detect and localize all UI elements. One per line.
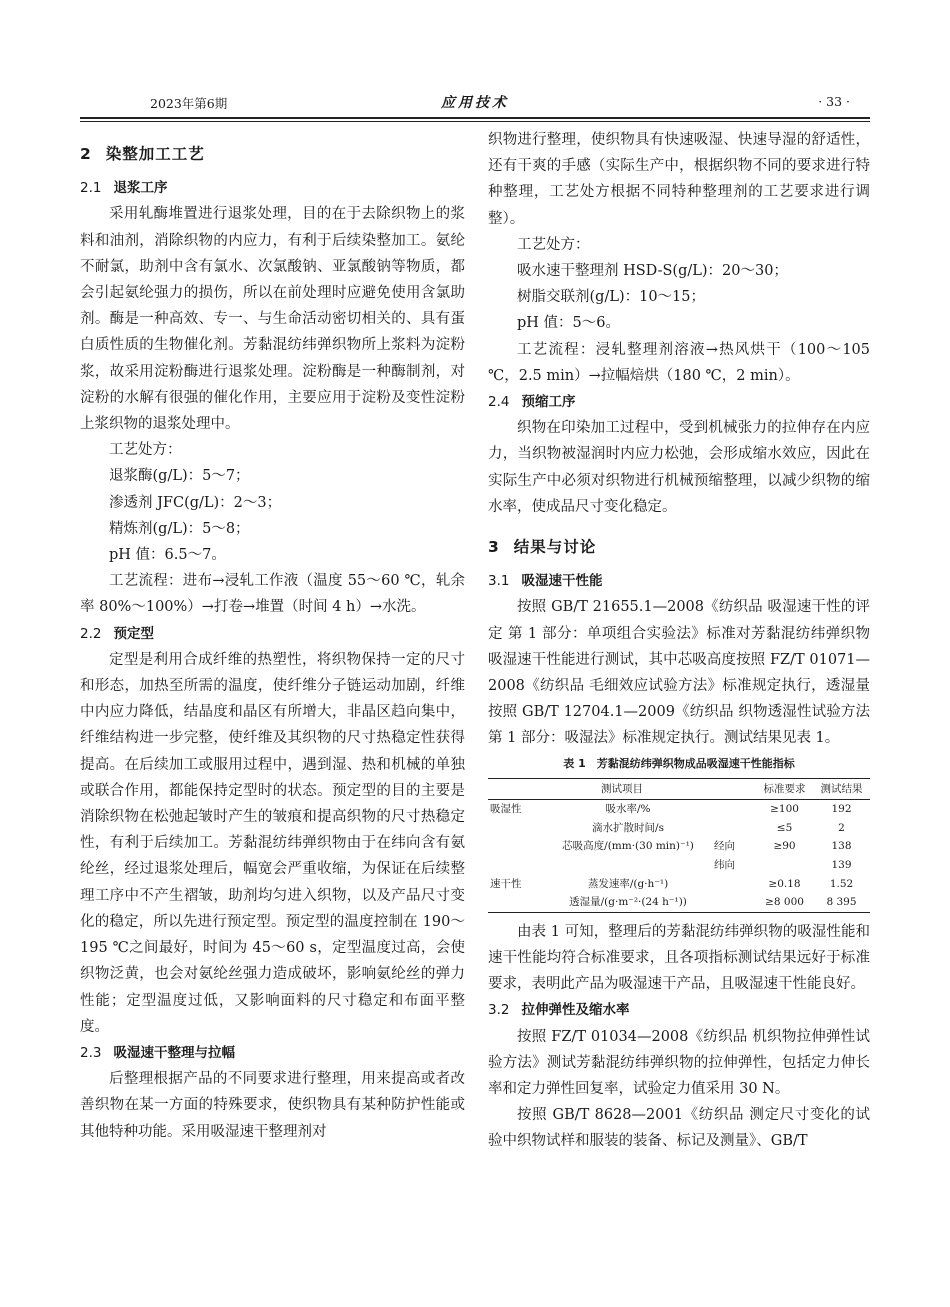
- header-rule-thick: [80, 117, 870, 119]
- table-cell-sub: [712, 893, 756, 912]
- table-cell-res: 139: [831, 859, 852, 872]
- recipe-line: 退浆酶(g/L)：5～7；: [109, 468, 250, 485]
- table-row: [488, 819, 870, 838]
- table-cell-std: ≥100: [770, 803, 799, 816]
- table-cell-cat: [488, 819, 544, 838]
- section-heading: 2 染整加工工艺: [80, 145, 205, 163]
- paragraph: 按照 FZ/T 01034—2008《纺织品 机织物拉伸弹性试验方法》测试芳黏混纺纬弹织物的拉伸弹性，包括定力伸长率和定力弹性回复率，试验定力值采用 30 N。: [488, 1028, 870, 1098]
- table-cell-item: 吸水率/%: [605, 803, 651, 816]
- issue-label: 2023年第6期: [150, 96, 228, 111]
- recipe-line: 精炼剂(g/L)：5～8；: [109, 520, 250, 537]
- paragraph: 按照 GB/T 8628—2001《纺织品 测定尺寸变化的试验中织物试样和服装的装备、标记及测量》、GB/T: [488, 1107, 870, 1150]
- table-cell-cat: [488, 893, 544, 912]
- table-cell-sub: [712, 875, 756, 894]
- running-header: [80, 92, 870, 112]
- subsection-heading: 2.4 预缩工序: [488, 394, 576, 411]
- results-table: [488, 778, 870, 913]
- table-cell-item: 滴水扩散时间/s: [592, 821, 664, 834]
- table-row: [488, 875, 870, 894]
- paragraph: 后整理根据产品的不同要求进行整理，用来提高或者改善织物在某一方面的特殊要求，使织物具有某种防护性能或其他特种功能。采用吸湿速干整理剂对: [80, 1071, 465, 1140]
- table-cell-item: 透湿量/(g·m⁻²·(24 h⁻¹)): [544, 893, 712, 912]
- table-cell-res: 2: [838, 821, 845, 834]
- table-cell-sub: 经向: [714, 840, 736, 853]
- table-cell-res: 8 395: [813, 893, 870, 912]
- table-row: [488, 800, 870, 819]
- paragraph: 织物在印染加工过程中，受到机械张力的拉伸存在内应力，当织物被湿润时内应力松弛，会形成缩水效应，因此在实际生产中必须对织物进行机械预缩整理，以减少织物的缩水率，使成品尺寸变化稳定。: [488, 420, 870, 515]
- recipe-line: 渗透剂 JFC(g/L)：2～3；: [109, 494, 282, 511]
- table-cell-item: 蒸发速率/(g·h⁻¹): [587, 877, 669, 890]
- table-cell-res: 138: [831, 840, 852, 853]
- table-cell-cat: 吸湿性: [490, 803, 522, 816]
- paragraph: 按照 GB/T 21655.1—2008《纺织品 吸湿速干性的评定 第 1 部分：单项组合实验法》标准对芳黏混纺纬弹织物吸湿速干性能进行测试，其中芯吸高度按照 FZ/T 01071—2008《纺织品 毛细效应试验方法》标准规定执行，透湿量按照 GB/T 12704.1—2009《纺织品 织物透湿性试验方法 第 1 部分：吸湿法》标准规定执行。测试结果见表 1。: [488, 599, 870, 747]
- subsection-heading: 3.2 拉伸弹性及缩水率: [488, 1002, 630, 1019]
- table-header-cell: 标准要求: [756, 778, 813, 800]
- recipe-label: 工艺处方：: [517, 236, 590, 253]
- subsection-heading: 3.1 吸湿速干性能: [488, 573, 603, 590]
- table-header-cell: 测试结果: [813, 778, 870, 800]
- subsection-heading: 2.2 预定型: [80, 625, 154, 642]
- table-cell-std: ≥8 000: [756, 893, 813, 912]
- recipe-line: 吸水速干整理剂 HSD-S(g/L)：20～30；: [517, 263, 788, 280]
- table-cell-item: [544, 856, 712, 875]
- recipe-line: pH 值：6.5～7。: [109, 547, 226, 564]
- section-heading: 3 结果与讨论: [488, 538, 597, 557]
- table-cell-sub: [712, 819, 756, 838]
- table-cell-cat: [488, 837, 544, 856]
- table-caption: 表 1 芳黏混纺纬弹织物成品吸湿速干性能指标: [563, 756, 795, 770]
- subsection-heading: 2.3 吸湿速干整理与拉幅: [80, 1044, 235, 1061]
- header-rule-thin: [80, 121, 870, 122]
- table-cell-std: [756, 856, 813, 875]
- table-cell-cat: 速干性: [490, 877, 522, 890]
- table-cell-item: 芯吸高度/(mm·(30 min)⁻¹): [562, 840, 694, 853]
- recipe-line: pH 值：5～6。: [517, 315, 620, 332]
- table-row: [488, 893, 870, 912]
- paragraph: 定型是利用合成纤维的热塑性，将织物保持一定的尺寸和形态，加热至所需的温度，使纤维分子链运动加剧，纤维中内应力降低，结晶度和晶区有所增大，非晶区趋向集中，纤维结构进一步完整，使纤维及其织物的尺寸热稳定性获得提高。在后续加工或服用过程中，遇到湿、热和机械的单独或联合作用，都能保持定型时的状态。预定型的目的主要是消除织物在松弛起皱时产生的皱痕和提高织物的尺寸热稳定性，有利于后续加工。芳黏混纺纬弹织物由于在纬向含有氨纶丝，经过退浆处理后，幅宽会严重收缩，为保证在后续整理工序中不产生褶皱，助剂均匀进入织物，以及产品尺寸变化的稳定，所以先进行预定型。预定型的温度控制在 190～195 ℃之间最好，时间为 45～60 s，定型温度过高，会使织物泛黄，也会对氨纶丝强力造成破坏，影响氨纶丝的弹力性能；定型温度过低，又影响面料的尺寸稳定和布面平整度。: [80, 651, 465, 1035]
- table-cell-std: ≥0.18: [768, 877, 801, 890]
- table-cell-std: ≥90: [773, 840, 796, 853]
- table-cell-cat: [488, 856, 544, 875]
- journal-column-title: 应用技术: [441, 95, 509, 111]
- paragraph: 织物进行整理，使织物具有快速吸湿、快速导湿的舒适性，还有干爽的手感（实际生产中，根据织物不同的要求进行特种整理，工艺处方根据不同特种整理剂的工艺要求进行调整）。: [488, 132, 870, 227]
- table-row: [488, 856, 870, 875]
- table-cell-sub: 纬向: [714, 859, 736, 872]
- process-flow: 工艺流程：进布→浸轧工作液（温度 55～60 ℃，轧余率 80%～100%）→打卷→堆置（时间 4 h）→水洗。: [80, 573, 465, 616]
- paragraph: 采用轧酶堆置进行退浆处理，目的在于去除织物上的浆料和油剂，消除织物的内应力，有利于后续染整加工。氨纶不耐氯，助剂中含有氯水、次氯酸钠、亚氯酸钠等物质，都会引起氨纶强力的损伤，所以在前处理时应避免使用含氯助剂。酶是一种高效、专一、与生命活动密切相关的、具有蛋白质性质的生物催化剂。芳黏混纺纬弹织物所上浆料为淀粉浆，故采用淀粉酶进行退浆处理。淀粉酶是一种酶制剂，对淀粉的水解有很强的催化作用，主要应用于淀粉及变性淀粉上浆织物的退浆处理中。: [80, 206, 465, 433]
- table-row: [488, 837, 870, 856]
- paragraph: 由表 1 可知，整理后的芳黏混纺纬弹织物的吸湿性能和速干性能均符合标准要求，且各项指标测试结果远好于标准要求，表明此产品为吸湿速干产品，且吸湿速干性能良好。: [488, 923, 870, 993]
- right-column: [488, 127, 870, 1155]
- table-cell-res: 1.52: [829, 877, 854, 890]
- process-flow: 工艺流程：浸轧整理剂溶液→热风烘干（100～105 ℃，2.5 min）→拉幅焙烘（180 ℃，2 min）。: [488, 341, 870, 384]
- subsection-heading: 2.1 退浆工序: [80, 180, 168, 197]
- left-column: [80, 127, 465, 1145]
- page-number: · 33 ·: [818, 94, 850, 109]
- recipe-line: 树脂交联剂(g/L)：10～15；: [517, 289, 706, 306]
- recipe-label: 工艺处方：: [109, 442, 182, 459]
- table-cell-std: ≤5: [776, 821, 793, 834]
- table-header-cell: 测试项目: [488, 778, 756, 800]
- table-cell-res: 192: [831, 803, 852, 816]
- table-cell-sub: [712, 800, 756, 819]
